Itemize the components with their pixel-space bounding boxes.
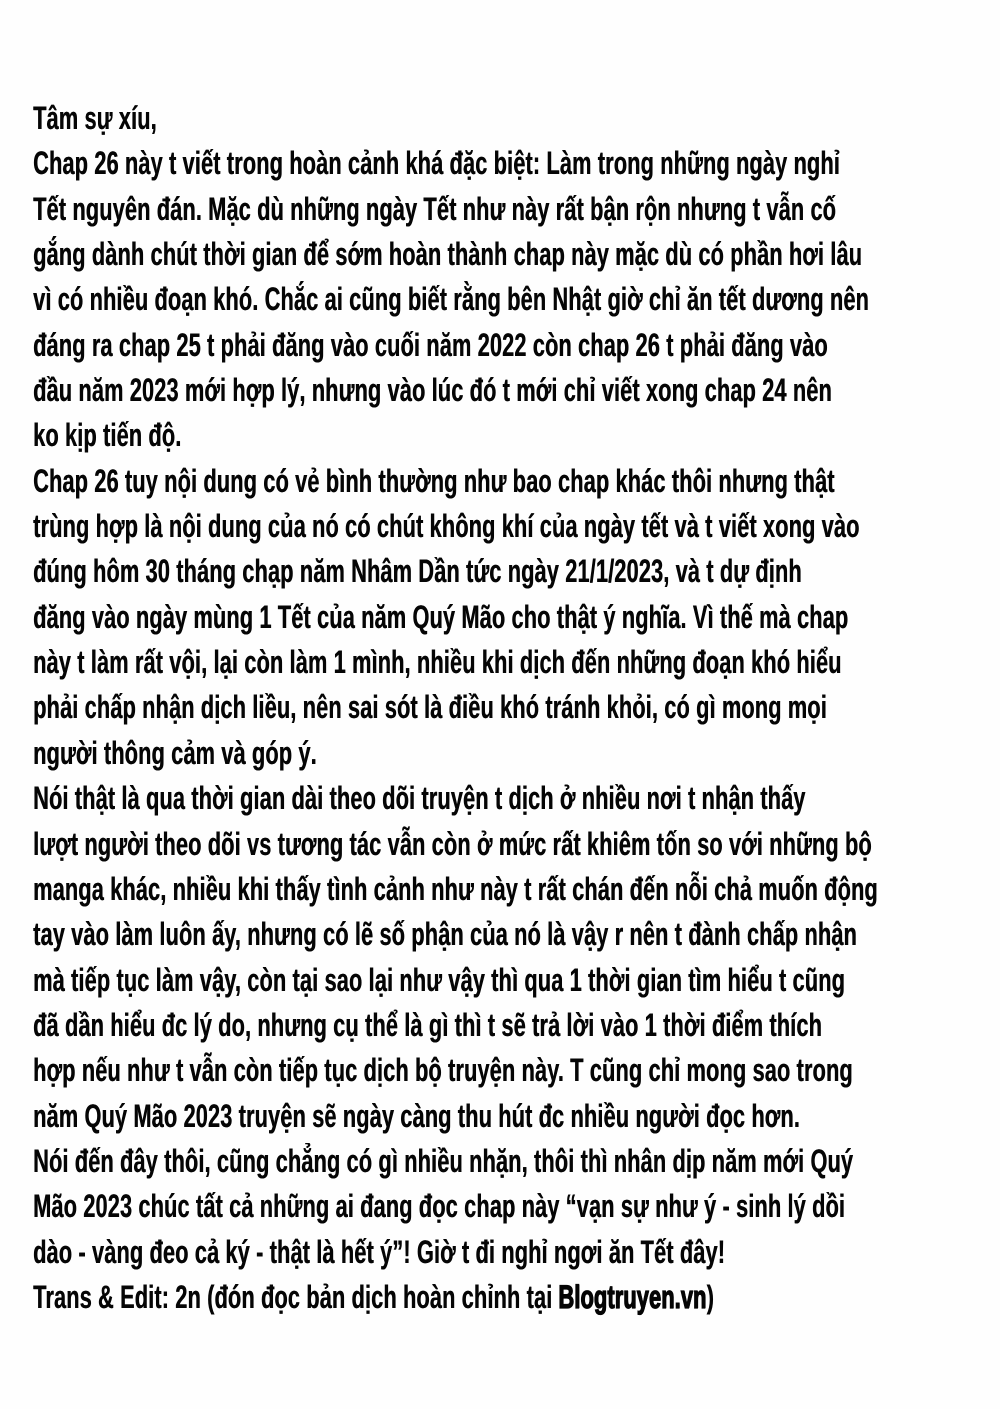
- note-text-block: [33, 96, 983, 1320]
- blogtruyen-brand: Blogtruyen.vn: [558, 1278, 707, 1315]
- note-line: Nói thật là qua thời gian dài theo dõi truyện t dịch ở nhiều nơi t nhận thấy: [33, 780, 806, 817]
- note-title-line: Tâm sự xíu,: [33, 100, 157, 136]
- note-line: gắng dành chút thời gian để sớm hoàn thành chap này mặc dù có phần hơi lâu: [33, 236, 863, 273]
- note-line: người thông cảm và góp ý.: [33, 734, 317, 771]
- note-line: dào - vàng đeo cả ký - thật là hết ý”! Giờ t đi nghỉ ngơi ăn Tết đây!: [33, 1233, 725, 1270]
- note-line: ko kịp tiến độ.: [33, 417, 182, 454]
- note-line: Nói đến đây thôi, cũng chẳng có gì nhiều nhặn, thôi thì nhân dịp năm mới Quý: [33, 1142, 854, 1179]
- note-line: đáng ra chap 25 t phải đăng vào cuối năm 2022 còn chap 26 t phải đăng vào: [33, 326, 828, 363]
- note-line: đúng hôm 30 tháng chạp năm Nhâm Dần tức ngày 21/1/2023, và t dự định: [33, 553, 802, 590]
- credit-text: Trans & Edit: 2n (đón đọc bản dịch hoàn chỉnh tại: [33, 1278, 559, 1315]
- note-line: Chap 26 tuy nội dung có vẻ bình thường như bao chap khác thôi nhưng thật: [33, 462, 835, 499]
- note-line: năm Quý Mão 2023 truyện sẽ ngày càng thu hút đc nhiều người đọc hơn.: [33, 1097, 800, 1134]
- note-line: này t làm rất vội, lại còn làm 1 mình, nhiều khi dịch đến những đoạn khó hiểu: [33, 644, 842, 681]
- note-line: mà tiếp tục làm vậy, còn tại sao lại như vậy thì qua 1 thời gian tìm hiểu t cũng: [33, 961, 845, 998]
- note-line: đầu năm 2023 mới hợp lý, nhưng vào lúc đó t mới chỉ viết xong chap 24 nên: [33, 372, 832, 409]
- note-line: phải chấp nhận dịch liều, nên sai sót là điều khó tránh khỏi, có gì mong mọi: [33, 689, 827, 726]
- note-line: Chap 26 này t viết trong hoàn cảnh khá đặc biệt: Làm trong những ngày nghỉ: [33, 145, 840, 182]
- note-line: đã dần hiểu đc lý do, nhưng cụ thể là gì thì t sẽ trả lời vào 1 thời điểm thích: [33, 1006, 822, 1043]
- note-line: manga khác, nhiều khi thấy tình cảnh như này t rất chán đến nỗi chả muốn động: [33, 870, 878, 907]
- note-line: vì có nhiều đoạn khó. Chắc ai cũng biết rằng bên Nhật giờ chỉ ăn tết dương nên: [33, 281, 869, 318]
- note-line: đăng vào ngày mùng 1 Tết của năm Quý Mão cho thật ý nghĩa. Vì thế mà chap: [33, 598, 849, 635]
- note-line: Tết nguyên đán. Mặc dù những ngày Tết như này rất bận rộn nhưng t vẫn cố: [33, 190, 836, 227]
- credit-suffix: ): [706, 1278, 714, 1315]
- note-line: trùng hợp là nội dung của nó có chút không khí của ngày tết và t viết xong vào: [33, 508, 860, 545]
- note-line: hợp nếu như t vẫn còn tiếp tục dịch bộ truyện này. T cũng chỉ mong sao trong: [33, 1052, 853, 1089]
- note-line: tay vào làm luôn ấy, nhưng có lẽ số phận của nó là vậy r nên t đành chấp nhận: [33, 916, 857, 953]
- credit-line: [33, 1275, 714, 1320]
- note-line: lượt người theo dõi vs tương tác vẫn còn ở mức rất khiêm tốn so với những bộ: [33, 825, 872, 862]
- note-line: Mão 2023 chúc tất cả những ai đang đọc chap này “vạn sự như ý - sinh lý dồi: [33, 1188, 845, 1225]
